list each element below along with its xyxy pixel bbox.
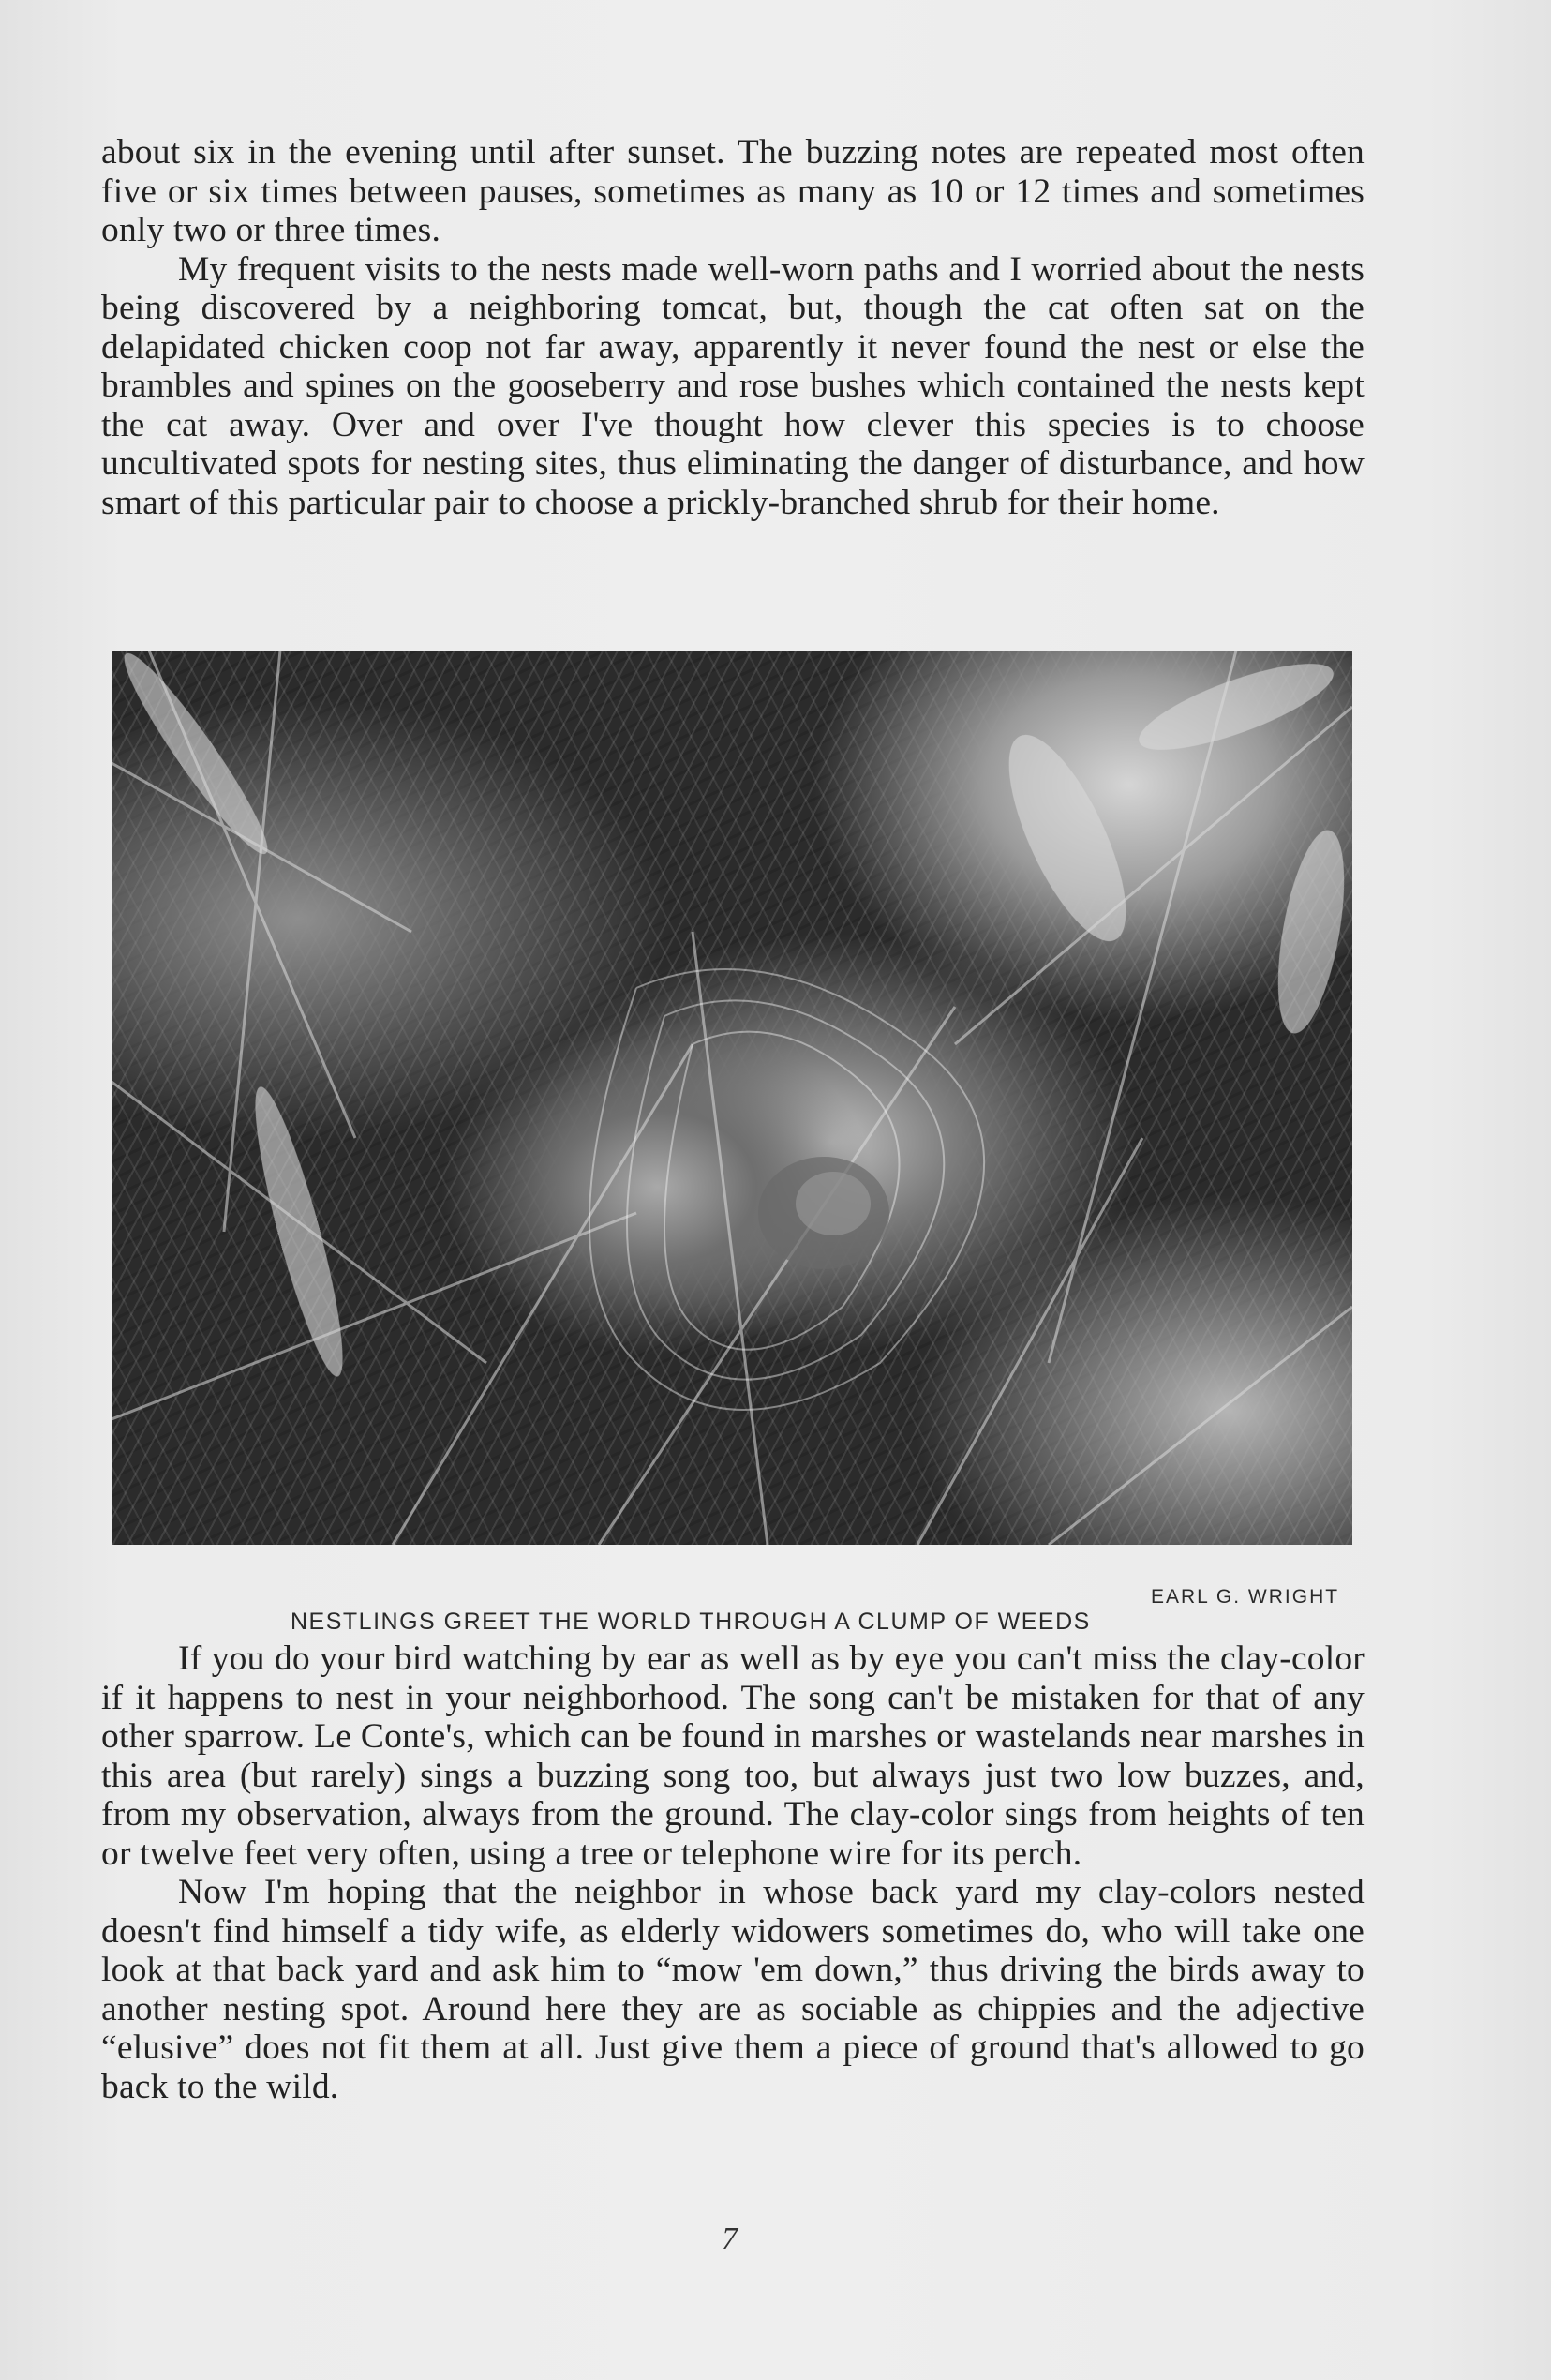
paragraph-2: My frequent visits to the nests made well-worn paths and I worried about the nests being discovered by a neighboring tomcat, but, though the cat often sat on the delapidated chicken coop not far away, apparently it never found the nest or else the brambles and spines on the gooseberry and rose bushes which contained the nests kept the cat away. Over and over I've thought how clever this species is to choose uncultivated spots for nesting sites, thus eliminating the danger of disturbance, and how smart of this particular pair to choose a prickly-branched shrub for their home. <box>101 249 1365 522</box>
grass-texture <box>112 651 1352 1545</box>
bottom-text-block <box>101 1639 1365 2106</box>
page-number: 7 <box>722 2222 738 2256</box>
paragraph-3: If you do your bird watching by ear as well as by eye you can't miss the clay-color if it happens to nest in your neighborhood. The song can't be mistaken for that of any other sparrow. Le Conte's, which can be found in marshes or wastelands near marshes in this area (but rarely) sings a buzzing song too, but always just two low buzzes, and, from my observation, always from the ground. The clay-color sings from heights of ten or twelve feet very often, using a tree or telephone wire for its perch. <box>101 1639 1365 1873</box>
paragraph-1: about six in the evening until after sunset. The buzzing notes are repeated most often five or six times between pauses, sometimes as many as 10 or 12 times and sometimes only two or three times. <box>101 133 1365 249</box>
paragraph-4: Now I'm hoping that the neighbor in whose back yard my clay-colors nested doesn't find himself a tidy wife, as elderly widowers sometimes do, who will take one look at that back yard and ask him to “mow 'em down,” thus driving the birds away to another nesting spot. Around here they are as sociable as chippies and the adjective “elusive” does not fit them at all. Just give them a piece of ground that's allowed to go back to the wild. <box>101 1873 1365 2106</box>
photo-credit: EARL G. WRIGHT <box>1151 1586 1340 1608</box>
photo-caption: NESTLINGS GREET THE WORLD THROUGH A CLUMP OF WEEDS <box>291 1609 1091 1635</box>
nest-photo <box>112 651 1352 1545</box>
top-text-block <box>101 133 1365 522</box>
